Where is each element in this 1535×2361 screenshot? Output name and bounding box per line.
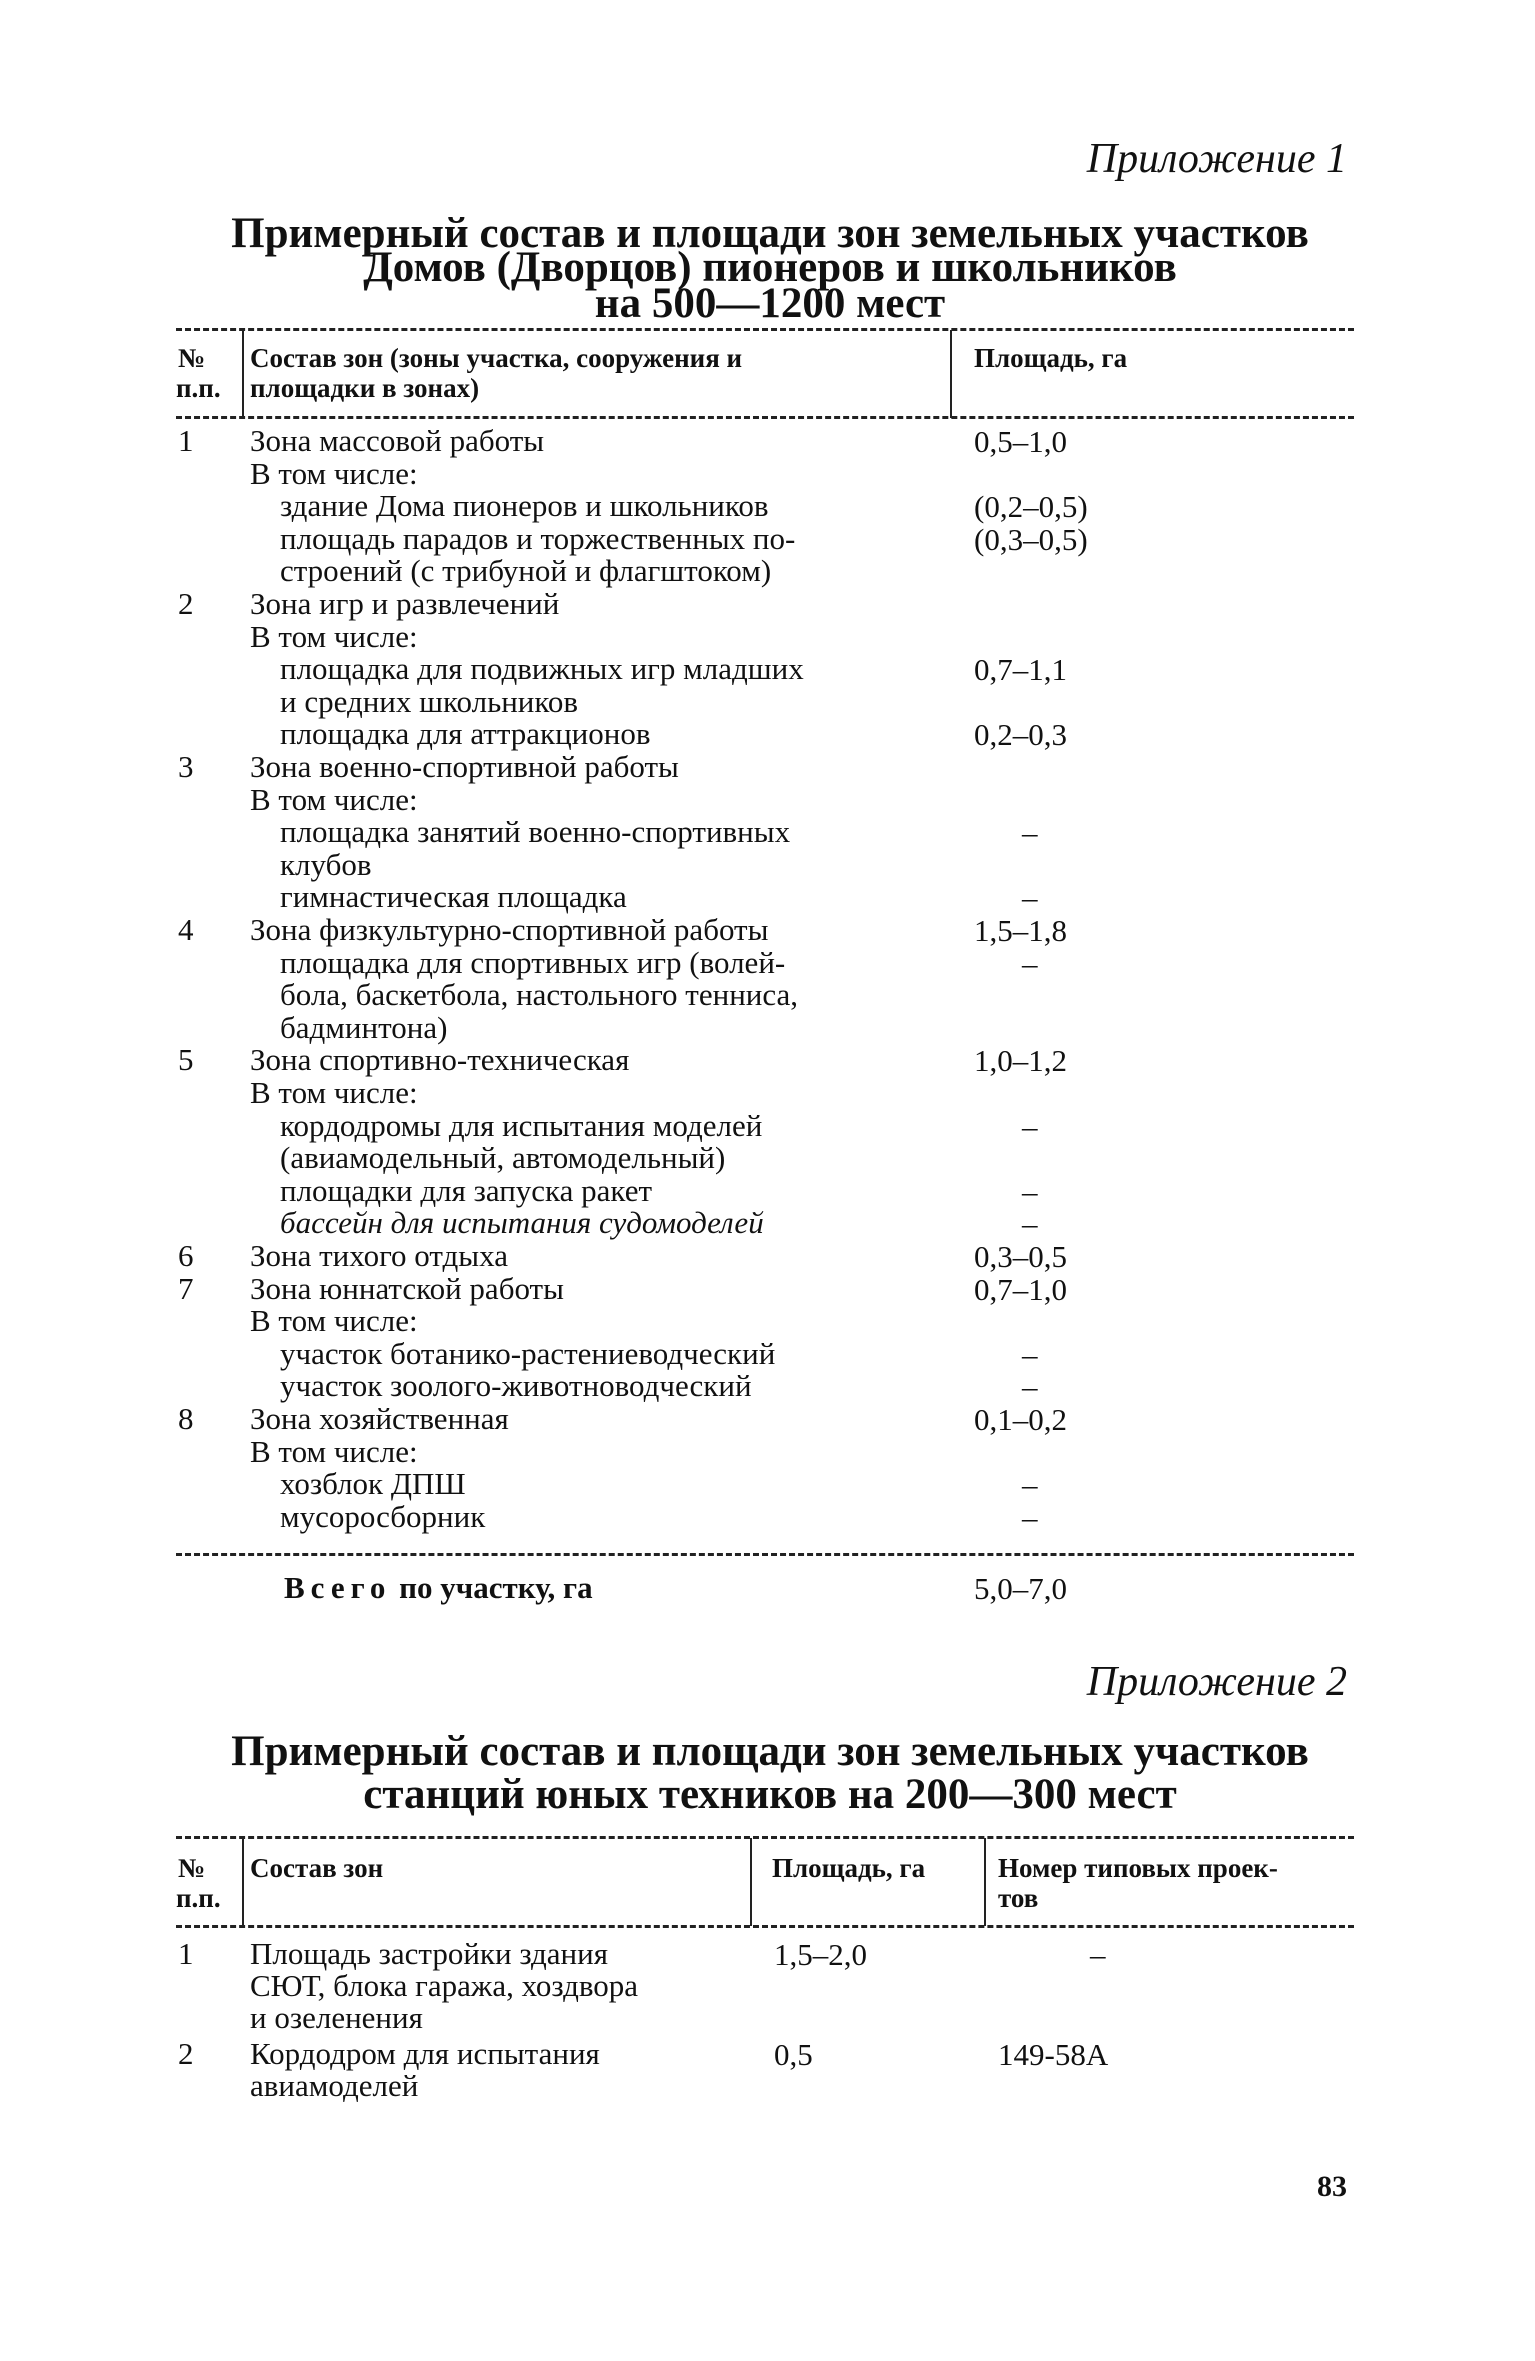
table-1-row-num: 6 [178,1238,194,1273]
table-1-row-value: 0,7–1,0 [974,1272,1067,1307]
table-1-row-text: Зона физкультурно-спортивной работы [250,912,769,947]
table-1-row-text: площадка занятий военно-спортивных [280,814,791,849]
table-2-row-text: Кордодром для испытания [250,2036,600,2071]
table-1-row-value: – [1022,1369,1038,1404]
table-1-row-text: бадминтона) [280,1010,448,1045]
table-1-row-text: бола, баскетбола, настольного тенниса, [280,977,799,1012]
table-1-bottom-rule [176,1553,1354,1556]
table-1-row-text: здание Дома пионеров и школьников [280,488,769,523]
table-1-row-text: В том числе: [250,1075,418,1110]
table-2-divider [984,1838,986,1926]
table-1-row-value: – [1022,1174,1038,1209]
appendix-1-title-line-1: Примерный состав и площади зон земельных участков [231,210,1309,257]
table-1-row-num: 5 [178,1042,194,1077]
table-2-row-area: 0,5 [774,2037,813,2072]
table-1-row-text: мусоросборник [280,1499,486,1534]
table-1-row-value: 0,3–0,5 [974,1239,1067,1274]
table-2-divider [750,1838,752,1926]
table-1-row-text: площадки для запуска ракет [280,1173,653,1208]
table-1-row-text: В том числе: [250,456,418,491]
appendix-2-label: Приложение 2 [1086,1659,1347,1705]
table-1-row-text: Зона военно-спортивной работы [250,749,679,784]
table-1-row-text: Зона спортивно-техническая [250,1042,630,1077]
table-2-header-zone: Состав зон [250,1853,384,1883]
appendix-1-title-line-3: на 500—1200 мест [594,280,946,327]
page-number: 83 [1317,2170,1347,2203]
table-1-header-zone: площадки в зонах) [250,373,480,403]
table-2-header-project: тов [998,1883,1039,1913]
table-1-row-text: (авиамодельный, автомодельный) [280,1140,726,1175]
total-label-spaced: Всего [284,1570,392,1605]
table-1-row-text: участок зоолого-животноводческий [280,1368,752,1403]
table-2-header-area: Площадь, га [772,1853,926,1883]
table-1-row-num: 7 [178,1271,194,1306]
table-2-divider [242,1838,244,1926]
table-1-row-text: Зона массовой работы [250,423,545,458]
table-1-total-label [284,1571,593,1604]
table-1-row-text: клубов [280,847,372,882]
table-1-row-text: Зона хозяйственная [250,1401,509,1436]
total-label-rest: по участку, га [399,1570,593,1605]
table-1-header-num: п.п. [176,373,221,403]
table-1-row-text: площадка для спортивных игр (волей- [280,945,786,980]
table-1-row-value: 0,5–1,0 [974,424,1067,459]
table-1-divider [242,330,244,418]
table-1-row-text: Зона юннатской работы [250,1271,564,1306]
appendix-1-label: Приложение 1 [1086,136,1347,182]
table-1-row-value: – [1022,815,1038,850]
table-1-row-text: Зона игр и развлечений [250,586,560,621]
table-1-divider [950,330,952,418]
table-1-row-text: В том числе: [250,1434,418,1469]
table-1-row-num: 4 [178,912,194,947]
table-2-row-project: – [1090,1937,1106,1972]
table-1-row-text: площадка для подвижных игр младших [280,651,804,686]
table-1-row-text: бассейн для испытания судомоделей [280,1205,764,1240]
table-1-row-text: В том числе: [250,782,418,817]
table-2-row-text: СЮТ, блока гаража, хоздвора [250,1968,639,2003]
table-1-row-value: – [1022,1467,1038,1502]
table-1-row-text: площадка для аттракционов [280,716,651,751]
table-1-header-zone: Состав зон (зоны участка, сооружения и [250,343,743,373]
table-2-header-rule [176,1925,1354,1928]
table-1-row-value: (0,3–0,5) [974,522,1088,557]
table-1-header-area: Площадь, га [974,343,1128,373]
table-1-row-text: В том числе: [250,1303,418,1338]
appendix-2-title-line-2: станций юных техников на 200—300 мест [363,1771,1177,1818]
table-1-row-value: (0,2–0,5) [974,489,1088,524]
table-2-row-text: Площадь застройки здания [250,1936,608,1971]
table-1-header-rule [176,416,1354,419]
table-1-row-value: 1,0–1,2 [974,1043,1067,1078]
appendix-1-title-line-2: Домов (Дворцов) пионеров и школьников [363,244,1177,291]
table-2-header-num: № [178,1853,206,1883]
table-1-row-value: – [1022,1337,1038,1372]
table-1-row-text: строений (с трибуной и флагштоком) [280,553,772,588]
table-1-row-value: 0,1–0,2 [974,1402,1067,1437]
table-1-row-text: кордодромы для испытания моделей [280,1108,763,1143]
table-2-header-project: Номер типовых проек- [998,1853,1278,1883]
table-2-header-num: п.п. [176,1883,221,1913]
table-1-row-value: – [1022,1109,1038,1144]
table-2-row-num: 2 [178,2036,194,2071]
table-1-row-value: 0,7–1,1 [974,652,1067,687]
table-1-row-text: и средних школьников [280,684,579,719]
table-1-total-value: 5,0–7,0 [974,1571,1067,1606]
table-1-header-num: № [178,343,206,373]
table-2-row-area: 1,5–2,0 [774,1937,867,1972]
table-1-row-num: 2 [178,586,194,621]
table-1-row-num: 8 [178,1401,194,1436]
table-1-row-text: гимнастическая площадка [280,879,627,914]
table-1-row-text: Зона тихого отдыха [250,1238,508,1273]
table-1-row-value: 0,2–0,3 [974,717,1067,752]
table-2-top-rule [176,1836,1354,1839]
table-1-row-value: – [1022,1206,1038,1241]
table-2-row-num: 1 [178,1936,194,1971]
appendix-2-title-line-1: Примерный состав и площади зон земельных участков [231,1728,1309,1775]
table-1-row-text: участок ботанико-растениеводческий [280,1336,776,1371]
table-1-row-value: 1,5–1,8 [974,913,1067,948]
table-1-row-text: В том числе: [250,619,418,654]
table-2-row-project: 149-58А [998,2037,1109,2072]
table-1-row-text: площадь парадов и торжественных по- [280,521,796,556]
table-2-row-text: авиамоделей [250,2068,419,2103]
table-1-row-num: 1 [178,423,194,458]
table-1-row-text: хозблок ДПШ [280,1466,466,1501]
table-1-top-rule [176,328,1354,331]
table-2-row-text: и озеленения [250,2000,423,2035]
table-1-row-value: – [1022,880,1038,915]
table-1-row-num: 3 [178,749,194,784]
table-1-row-value: – [1022,946,1038,981]
table-1-row-value: – [1022,1500,1038,1535]
